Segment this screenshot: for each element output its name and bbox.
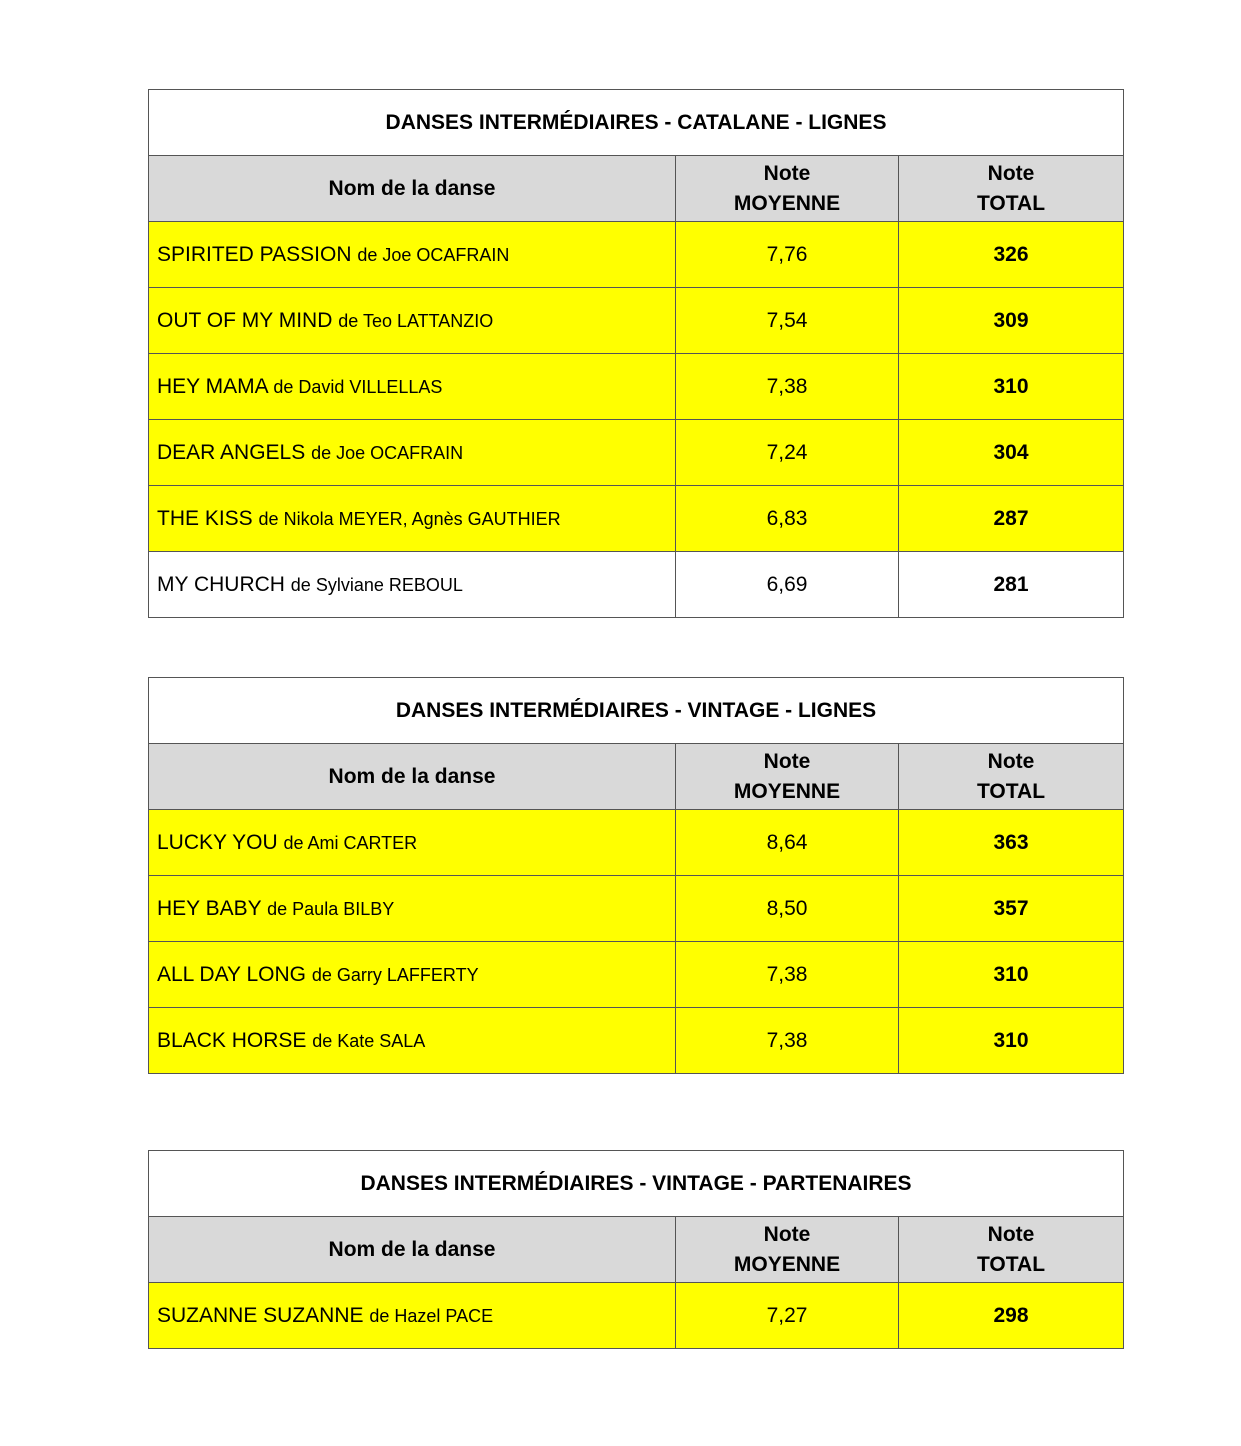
total-score: 287 <box>899 486 1124 552</box>
choreographer: de Sylviane REBOUL <box>290 574 463 595</box>
table-header-row <box>149 1217 1124 1283</box>
table-header-row <box>149 744 1124 810</box>
choreographer: de Kate SALA <box>312 1030 426 1051</box>
choreographer: de Joe OCAFRAIN <box>357 244 510 265</box>
dance-name-cell <box>149 420 676 486</box>
header-average-line2: MOYENNE <box>733 191 841 215</box>
header-total-line2: TOTAL <box>976 191 1046 215</box>
table-row <box>149 810 1124 876</box>
dance-name-cell <box>149 1283 676 1349</box>
header-average <box>676 744 899 810</box>
header-total <box>899 156 1124 222</box>
dance-name-cell <box>149 222 676 288</box>
total-score: 304 <box>899 420 1124 486</box>
header-total <box>899 744 1124 810</box>
average-score: 8,64 <box>676 810 899 876</box>
dance-title: HEY BABY <box>157 896 262 920</box>
dance-title: HEY MAMA <box>157 374 268 398</box>
table-row <box>149 288 1124 354</box>
dance-title: DEAR ANGELS <box>157 440 306 464</box>
choreographer: de Joe OCAFRAIN <box>311 442 464 463</box>
header-total-line1: Note <box>987 749 1035 773</box>
table-row <box>149 222 1124 288</box>
table-row <box>149 486 1124 552</box>
total-score: 357 <box>899 876 1124 942</box>
dance-title: SPIRITED PASSION <box>157 242 352 266</box>
table-title: DANSES INTERMÉDIAIRES - VINTAGE - LIGNES <box>149 678 1124 744</box>
header-total-line2: TOTAL <box>976 779 1046 803</box>
average-score: 7,24 <box>676 420 899 486</box>
dance-title: MY CHURCH <box>157 572 285 596</box>
total-score: 310 <box>899 942 1124 1008</box>
header-average <box>676 1217 899 1283</box>
total-score: 310 <box>899 1008 1124 1074</box>
table-row <box>149 552 1124 618</box>
table-row <box>149 420 1124 486</box>
dance-title: BLACK HORSE <box>157 1028 307 1052</box>
total-score: 298 <box>899 1283 1124 1349</box>
dance-name-cell <box>149 1008 676 1074</box>
header-average-line2: MOYENNE <box>733 1252 841 1276</box>
header-average-line1: Note <box>763 1222 811 1246</box>
average-score: 7,76 <box>676 222 899 288</box>
header-total-line2: TOTAL <box>976 1252 1046 1276</box>
header-dance-name: Nom de la danse <box>149 744 676 810</box>
dance-name-cell <box>149 354 676 420</box>
average-score: 8,50 <box>676 876 899 942</box>
header-total-line1: Note <box>987 1222 1035 1246</box>
header-average <box>676 156 899 222</box>
table-title-row <box>149 90 1124 156</box>
table-title-row <box>149 1151 1124 1217</box>
total-score: 363 <box>899 810 1124 876</box>
total-score: 326 <box>899 222 1124 288</box>
dance-name-cell <box>149 810 676 876</box>
header-dance-name: Nom de la danse <box>149 156 676 222</box>
dance-name-cell <box>149 552 676 618</box>
average-score: 6,69 <box>676 552 899 618</box>
table-row <box>149 876 1124 942</box>
average-score: 7,38 <box>676 354 899 420</box>
dance-name-cell <box>149 486 676 552</box>
table-title: DANSES INTERMÉDIAIRES - VINTAGE - PARTENAIRES <box>149 1151 1124 1217</box>
table-row <box>149 1283 1124 1349</box>
choreographer: de Paula BILBY <box>267 898 395 919</box>
table-title: DANSES INTERMÉDIAIRES - CATALANE - LIGNES <box>149 90 1124 156</box>
dance-title: LUCKY YOU <box>157 830 278 854</box>
choreographer: de David VILLELLAS <box>273 376 443 397</box>
average-score: 7,38 <box>676 1008 899 1074</box>
dance-title: OUT OF MY MIND <box>157 308 333 332</box>
average-score: 7,27 <box>676 1283 899 1349</box>
dance-title: SUZANNE SUZANNE <box>157 1303 364 1327</box>
table-title-row <box>149 678 1124 744</box>
choreographer: de Nikola MEYER, Agnès GAUTHIER <box>258 508 561 529</box>
choreographer: de Ami CARTER <box>283 832 418 853</box>
average-score: 7,54 <box>676 288 899 354</box>
results-table <box>148 89 1124 618</box>
dance-name-cell <box>149 876 676 942</box>
table-row <box>149 942 1124 1008</box>
results-table <box>148 677 1124 1074</box>
total-score: 309 <box>899 288 1124 354</box>
results-table <box>148 1150 1124 1349</box>
dance-title: ALL DAY LONG <box>157 962 307 986</box>
header-dance-name: Nom de la danse <box>149 1217 676 1283</box>
header-average-line1: Note <box>763 161 811 185</box>
total-score: 281 <box>899 552 1124 618</box>
choreographer: de Garry LAFFERTY <box>311 964 479 985</box>
table-row <box>149 354 1124 420</box>
dance-name-cell <box>149 942 676 1008</box>
dance-title: THE KISS <box>157 506 253 530</box>
header-total-line1: Note <box>987 161 1035 185</box>
header-total <box>899 1217 1124 1283</box>
header-average-line1: Note <box>763 749 811 773</box>
header-average-line2: MOYENNE <box>733 779 841 803</box>
choreographer: de Hazel PACE <box>369 1305 494 1326</box>
table-header-row <box>149 156 1124 222</box>
total-score: 310 <box>899 354 1124 420</box>
average-score: 6,83 <box>676 486 899 552</box>
dance-name-cell <box>149 288 676 354</box>
choreographer: de Teo LATTANZIO <box>338 310 494 331</box>
table-row <box>149 1008 1124 1074</box>
average-score: 7,38 <box>676 942 899 1008</box>
